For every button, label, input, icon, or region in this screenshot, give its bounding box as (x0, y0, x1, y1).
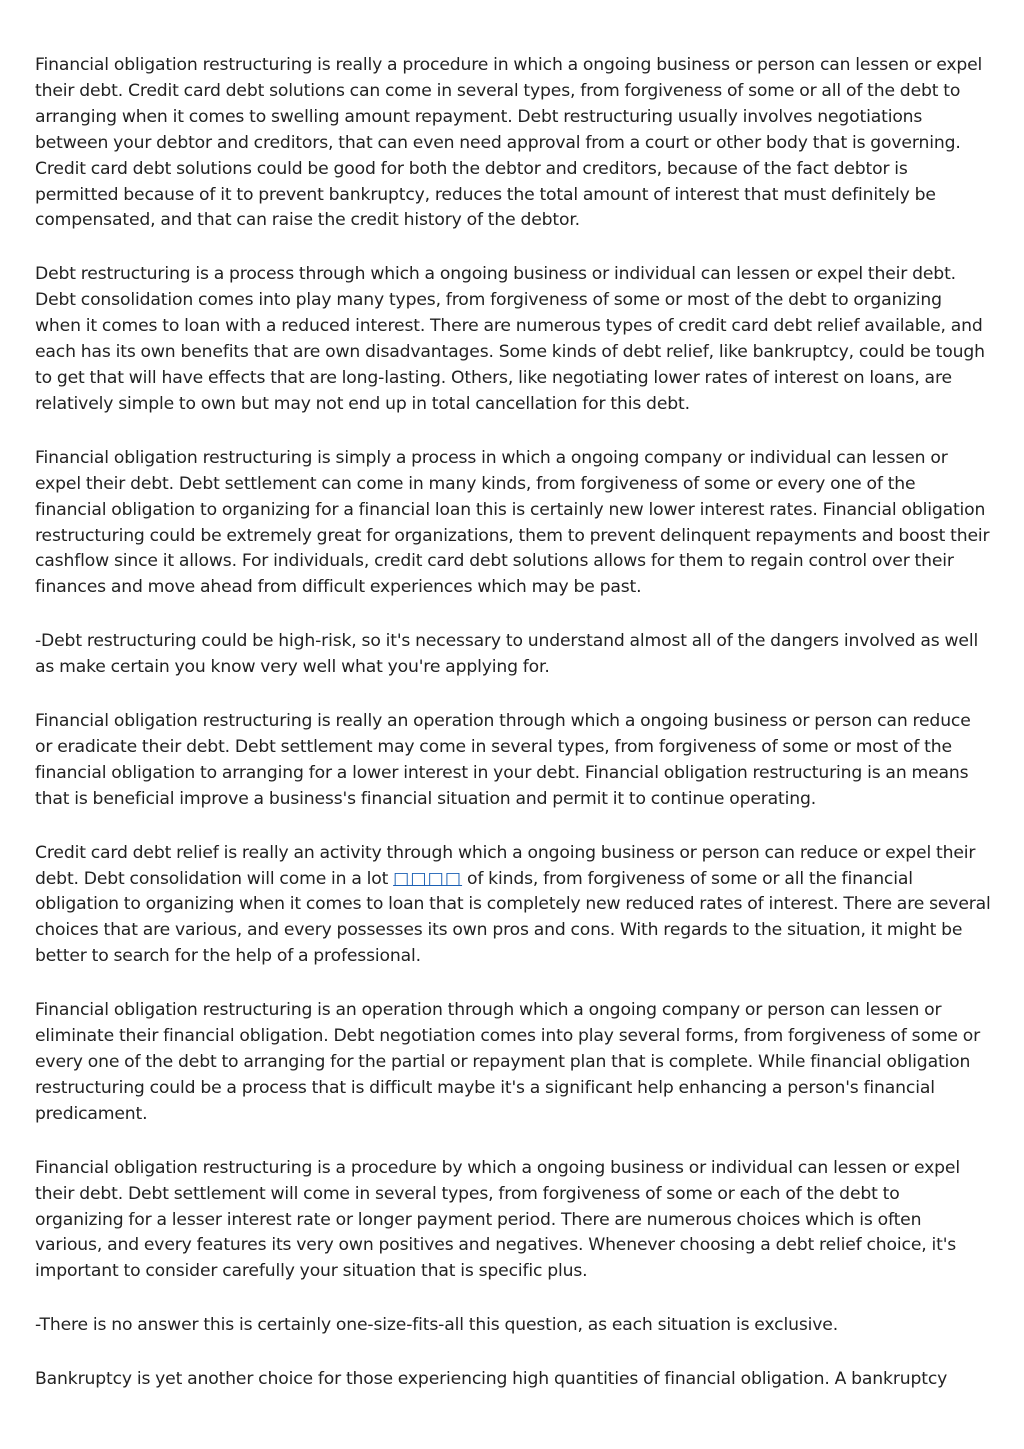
paragraph-7: Financial obligation restructuring is an operation through which a ongoing company or person can lessen or eliminate their financial obligation. Debt negotiation comes into play several forms, from forgiveness of some or every one of the debt to arranging for the partial or repayment plan that is complete. While financial obligation restructuring could be a process that is difficult maybe it's a significant help enhancing a person's financial predicament. (35, 1000, 980, 1124)
inline-link[interactable]: □□□□ (393, 868, 463, 889)
paragraph-5: Financial obligation restructuring is really an operation through which a ongoing business or person can reduce or eradicate their debt. Debt settlement may come in several types, from forgiveness of some or most of the financial obligation to arranging for a lower interest in your debt. Financial obligation restructuring is an means that is beneficial improve a business's financial situation and permit it to continue operating. (35, 711, 971, 809)
paragraph-3: Financial obligation restructuring is simply a process in which a ongoing company or individual can lessen or expel their debt. Debt settlement can come in many kinds, from forgiveness of some or every one of the financial obligation to organizing for a financial loan this is certainly new lower interest rates. Financial obligation restructuring could be extremely great for organizations, them to prevent delinquent repayments and boost their cashflow since it allows. For individuals, credit card debt solutions allows for them to regain control over their finances and move ahead from difficult experiences which may be past. (35, 447, 990, 598)
paragraph-1: Financial obligation restructuring is really a procedure in which a ongoing business or person can lessen or expel their debt. Credit card debt solutions can come in several types, from forgiveness of some or all of the debt to arranging when it comes to swelling amount repayment. Debt restructuring usually involves negotiations between your debtor and creditors, that can even need approval from a court or other body that is governing. Credit card debt solutions could be good for both the debtor and creditors, because of the fact debtor is permitted because of it to prevent bankruptcy, reduces the total amount of interest that must definitely be compensated, and that can raise the credit history of the debtor. (35, 55, 983, 231)
paragraph-8: Financial obligation restructuring is a procedure by which a ongoing business or individual can lessen or expel their debt. Debt settlement will come in several types, from forgiveness of some or each of the debt to organizing for a lesser interest rate or longer payment period. There are numerous choices which is often various, and every features its very own positives and negatives. Whenever choosing a debt relief choice, it's important to consider carefully your situation that is specific plus. (35, 1157, 960, 1282)
document-body (35, 53, 991, 1421)
paragraph-10: Bankruptcy is yet another choice for those experiencing high quantities of financial obligation. A bankruptcy (35, 1369, 948, 1390)
paragraph-4: -Debt restructuring could be high-risk, so it's necessary to understand almost all of the dangers involved as well as make certain you know very well what you're applying for. (35, 631, 979, 678)
paragraph-6-text-before: Credit card debt relief is really an activity through which a ongoing business or person can reduce or expel their debt. Debt consolidation will come in a lot (35, 842, 976, 889)
paragraph-2: Debt restructuring is a process through which a ongoing business or individual can lessen or expel their debt. Debt consolidation comes into play many types, from forgiveness of some or most of the debt to organizing when it comes to loan with a reduced interest. There are numerous types of credit card debt relief available, and each has its own benefits that are own disadvantages. Some kinds of debt relief, like bankruptcy, could be tough to get that will have effects that are long-lasting. Others, like negotiating lower rates of interest on loans, are relatively simple to own but may not end up in total cancellation for this debt. (35, 264, 985, 414)
paragraph-6-text-after: of kinds, from forgiveness of some or all the financial obligation to organizing when it comes to loan that is completely new reduced rates of interest. There are several choices that are various, and every possesses its own pros and cons. With regards to the situation, it might be better to search for the help of a professional. (35, 868, 991, 967)
paragraph-9: -There is no answer this is certainly one-size-fits-all this question, as each situation is exclusive. (35, 1315, 839, 1336)
paragraph-6 (35, 841, 991, 971)
